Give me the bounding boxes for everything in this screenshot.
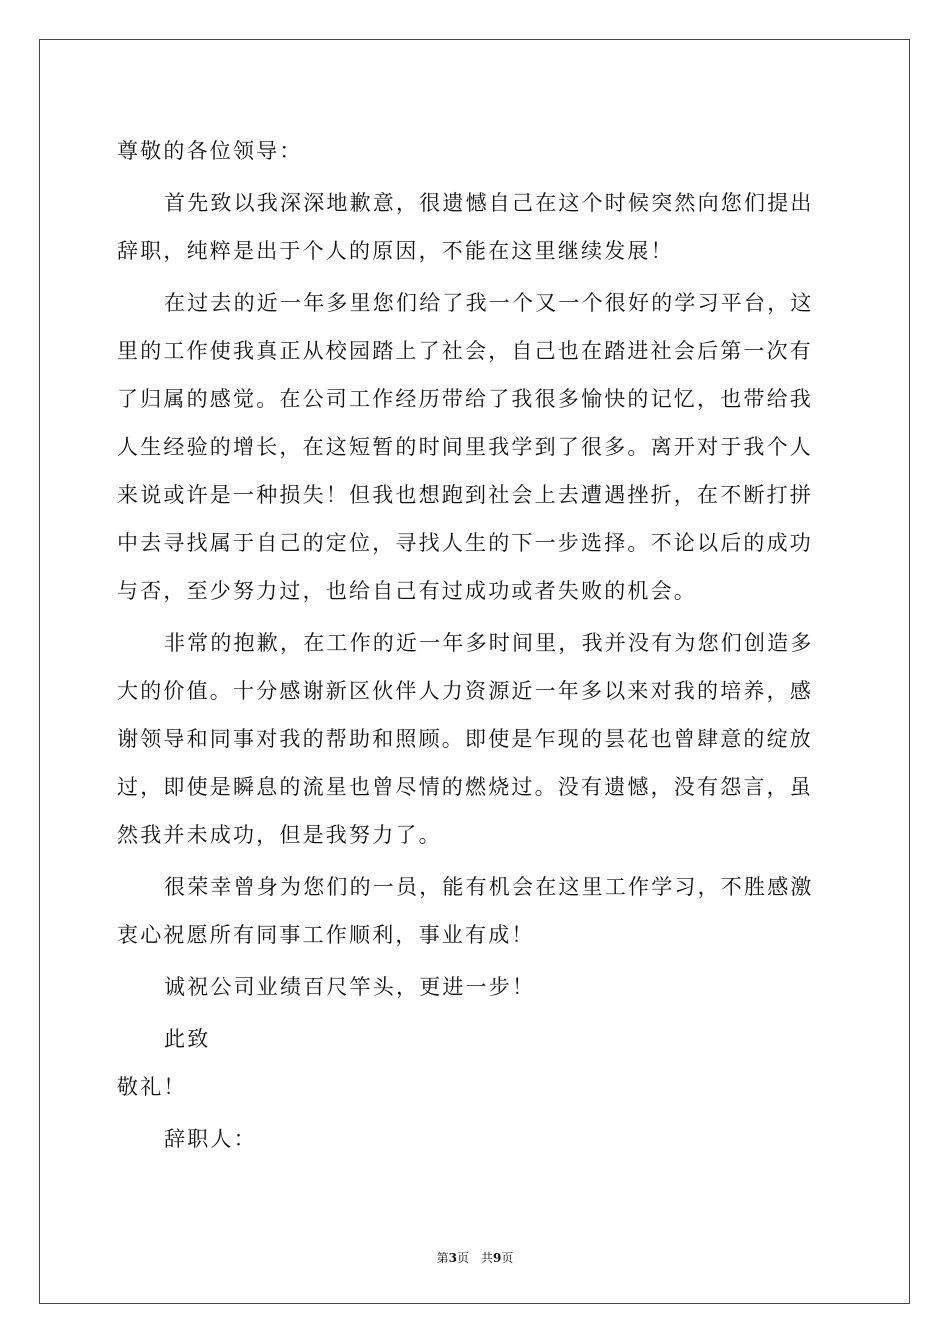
paragraph-apology-line-1: 首先致以我深深地歉意，很遗憾自己在这个时候突然向您们提出 [164, 191, 814, 215]
paragraph-experience-line-7: 与否，至少努力过，也给自己有过成功或者失败的机会。 [117, 579, 697, 603]
paragraph-experience-line-3: 了归属的感觉。在公司工作经历带给了我很多愉快的记忆，也带给我 [117, 387, 813, 411]
page-current: 3 [448, 1251, 457, 1265]
paragraph-gratitude-line-4: 过，即使是瞬息的流星也曾尽情的燃烧过。没有遗憾，没有怨言，虽 [117, 775, 813, 799]
salutation: 尊敬的各位领导： [117, 139, 303, 163]
paragraph-blessing: 诚祝公司业绩百尺竿头，更进一步！ [164, 975, 536, 999]
total-suffix: 页 [501, 1251, 514, 1265]
letter-body [117, 127, 833, 1163]
paragraph-wishes-line-1: 很荣幸曾身为您们的一员，能有机会在这里工作学习，不胜感激 [164, 875, 814, 899]
paragraph-experience-line-2: 里的工作使我真正从校园踏上了社会，自己也在踏进社会后第一次有 [117, 339, 813, 363]
paragraph-experience-line-1: 在过去的近一年多里您们给了我一个又一个很好的学习平台，这 [164, 291, 814, 315]
paragraph-gratitude-line-1: 非常的抱歉，在工作的近一年多时间里，我并没有为您们创造多 [164, 631, 814, 655]
paragraph-gratitude-line-3: 谢领导和同事对我的帮助和照顾。即使是乍现的昙花也曾肆意的绽放 [117, 727, 813, 751]
paragraph-gratitude-line-5: 然我并未成功，但是我努力了。 [117, 823, 442, 847]
total-prefix: 共 [481, 1251, 494, 1265]
paragraph-wishes-line-2: 衷心祝愿所有同事工作顺利，事业有成！ [117, 923, 535, 947]
signature-label: 辞职人： [164, 1127, 257, 1151]
paragraph-experience-line-4: 人生经验的增长，在这短暂的时间里我学到了很多。离开对于我个人 [117, 435, 813, 459]
paragraph-apology-line-2: 辞职，纯粹是出于个人的原因，不能在这里继续发展！ [117, 239, 674, 263]
page-prefix: 第 [436, 1251, 449, 1265]
paragraph-experience-line-6: 中去寻找属于自己的定位，寻找人生的下一步选择。不论以后的成功 [117, 531, 813, 555]
closing-cizhi: 此致 [164, 1027, 211, 1051]
page-footer [0, 1249, 950, 1266]
closing-jingli: 敬礼！ [117, 1075, 187, 1099]
paragraph-experience-line-5: 来说或许是一种损失！但我也想跑到社会上去遭遇挫折，在不断打拼 [117, 483, 813, 507]
page-total: 9 [493, 1251, 502, 1265]
page-suffix: 页 [456, 1251, 469, 1265]
paragraph-gratitude-line-2: 大的价值。十分感谢新区伙伴人力资源近一年多以来对我的培养，感 [117, 679, 813, 703]
